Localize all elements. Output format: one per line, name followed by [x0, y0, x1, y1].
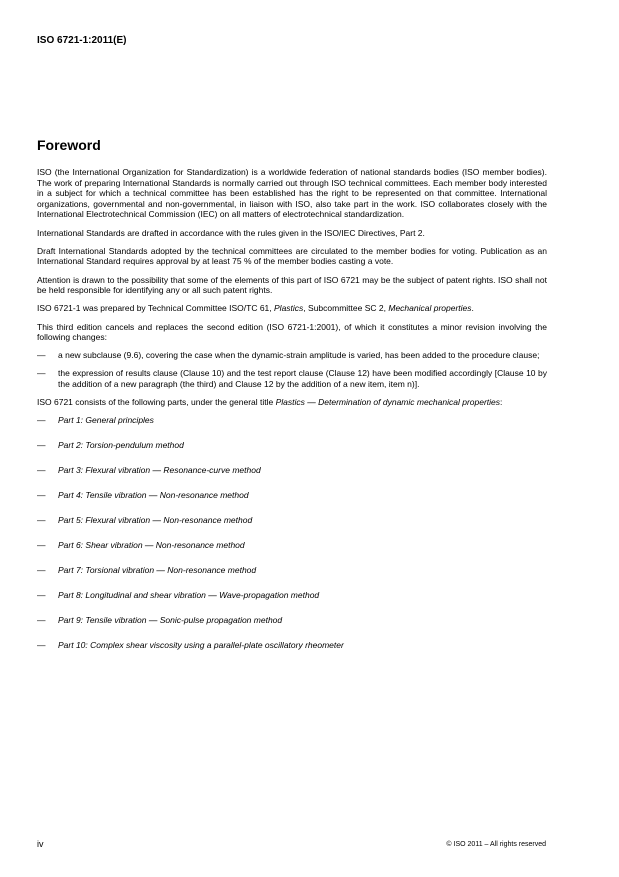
part-title: Part 3: Flexural vibration — Resonance-curve method — [58, 465, 261, 476]
dash-bullet: — — [37, 350, 46, 361]
part-list-item — [37, 415, 547, 440]
part-list-item — [37, 615, 547, 640]
part-list-item — [37, 590, 547, 615]
dash-bullet: — — [37, 565, 46, 576]
parts-intro-text-c: : — [500, 397, 503, 408]
paragraph-iso-intro: ISO (the International Organization for Standardization) is a worldwide federation of national standards bodies (ISO member bodies). The work of preparing International Standards is normally carried out through ISO technical committees. Each member body interested in a subject for which a technical committee has been established has the right to be represented on that committee. International organizations, governmental and non-governmental, in liaison with ISO, also take part in the work. ISO collaborates closely with the International Electrotechnical Commission (IEC) on all matters of electrotechnical standardization. — [37, 167, 547, 220]
part-title: Part 8: Longitudinal and shear vibration — Wave-propagation method — [58, 590, 320, 601]
document-id-header: ISO 6721-1:2011(E) — [37, 35, 127, 46]
part-title: Part 10: Complex shear viscosity using a parallel-plate oscillatory rheometer — [58, 640, 344, 651]
part-title: Part 5: Flexural vibration — Non-resonance method — [58, 515, 253, 526]
dash-bullet: — — [37, 415, 46, 426]
part-list-item — [37, 540, 547, 565]
change-item-text: a new subclause (9.6), covering the case when the dynamic-strain amplitude is varied, has been added to the procedure clause; — [58, 350, 540, 361]
part-list-item — [37, 640, 547, 665]
change-item-text: the expression of results clause (Clause 10) and the test report clause (Clause 12) have been modified accordingly [Clause 10 by the addition of a new paragraph (the third) and Clause 12 by the addition of a new item, item n)]. — [58, 368, 547, 390]
change-item — [37, 368, 547, 389]
dash-bullet: — — [37, 490, 46, 501]
part-title: Part 2: Torsion-pendulum method — [58, 440, 184, 451]
part-list-item — [37, 565, 547, 590]
part-list-item — [37, 515, 547, 540]
part-title: Part 6: Shear vibration — Non-resonance method — [58, 540, 245, 551]
part-list-item — [37, 490, 547, 515]
dash-bullet: — — [37, 640, 46, 651]
paragraph-directives: International Standards are drafted in accordance with the rules given in the ISO/IEC Directives, Part 2. — [37, 227, 425, 238]
subcommittee-mechanical-properties: Mechanical properties — [388, 303, 472, 314]
paragraph-draft-standards: Draft International Standards adopted by the technical committees are circulated to the member bodies for voting. Publication as an International Standard requires approval by at least 75 % of the member bodies casting a vote. — [37, 245, 547, 267]
general-title: Plastics — Determination of dynamic mechanical properties — [275, 397, 501, 408]
parts-list — [37, 415, 547, 665]
change-item — [37, 350, 547, 361]
committee-plastics: Plastics — [274, 303, 304, 314]
dash-bullet: — — [37, 540, 46, 551]
foreword-body — [37, 167, 547, 665]
parts-intro-text-a: ISO 6721 consists of the following parts, under the general title — [37, 397, 276, 408]
paragraph-patent-rights: Attention is drawn to the possibility that some of the elements of this part of ISO 6721 may be the subject of patent rights. ISO shall not be held responsible for identifying any or all such patent rights. — [37, 274, 547, 296]
part-title: Part 9: Tensile vibration — Sonic-pulse propagation method — [58, 615, 283, 626]
part-list-item — [37, 465, 547, 490]
dash-bullet: — — [37, 440, 46, 451]
part-title: Part 1: General principles — [58, 415, 154, 426]
dash-bullet: — — [37, 615, 46, 626]
paragraph-parts-intro — [37, 397, 547, 408]
paragraph-prepared-by — [37, 303, 547, 314]
dash-bullet: — — [37, 515, 46, 526]
dash-bullet: — — [37, 590, 46, 601]
page-number: iv — [37, 839, 44, 849]
part-title: Part 7: Torsional vibration — Non-resonance method — [58, 565, 257, 576]
dash-bullet: — — [37, 465, 46, 476]
prepared-by-text-c: , Subcommittee SC 2, — [303, 303, 389, 314]
prepared-by-text-a: ISO 6721-1 was prepared by Technical Committee ISO/TC 61, — [37, 303, 275, 314]
copyright-notice: © ISO 2011 – All rights reserved — [446, 841, 546, 848]
dash-bullet: — — [37, 368, 46, 379]
paragraph-edition: This third edition cancels and replaces the second edition (ISO 6721-1:2001), of which it constitutes a minor revision involving the following changes: — [37, 321, 547, 343]
prepared-by-text-e: . — [471, 303, 474, 314]
part-title: Part 4: Tensile vibration — Non-resonance method — [58, 490, 249, 501]
part-list-item — [37, 440, 547, 465]
page-title: Foreword — [37, 137, 101, 153]
